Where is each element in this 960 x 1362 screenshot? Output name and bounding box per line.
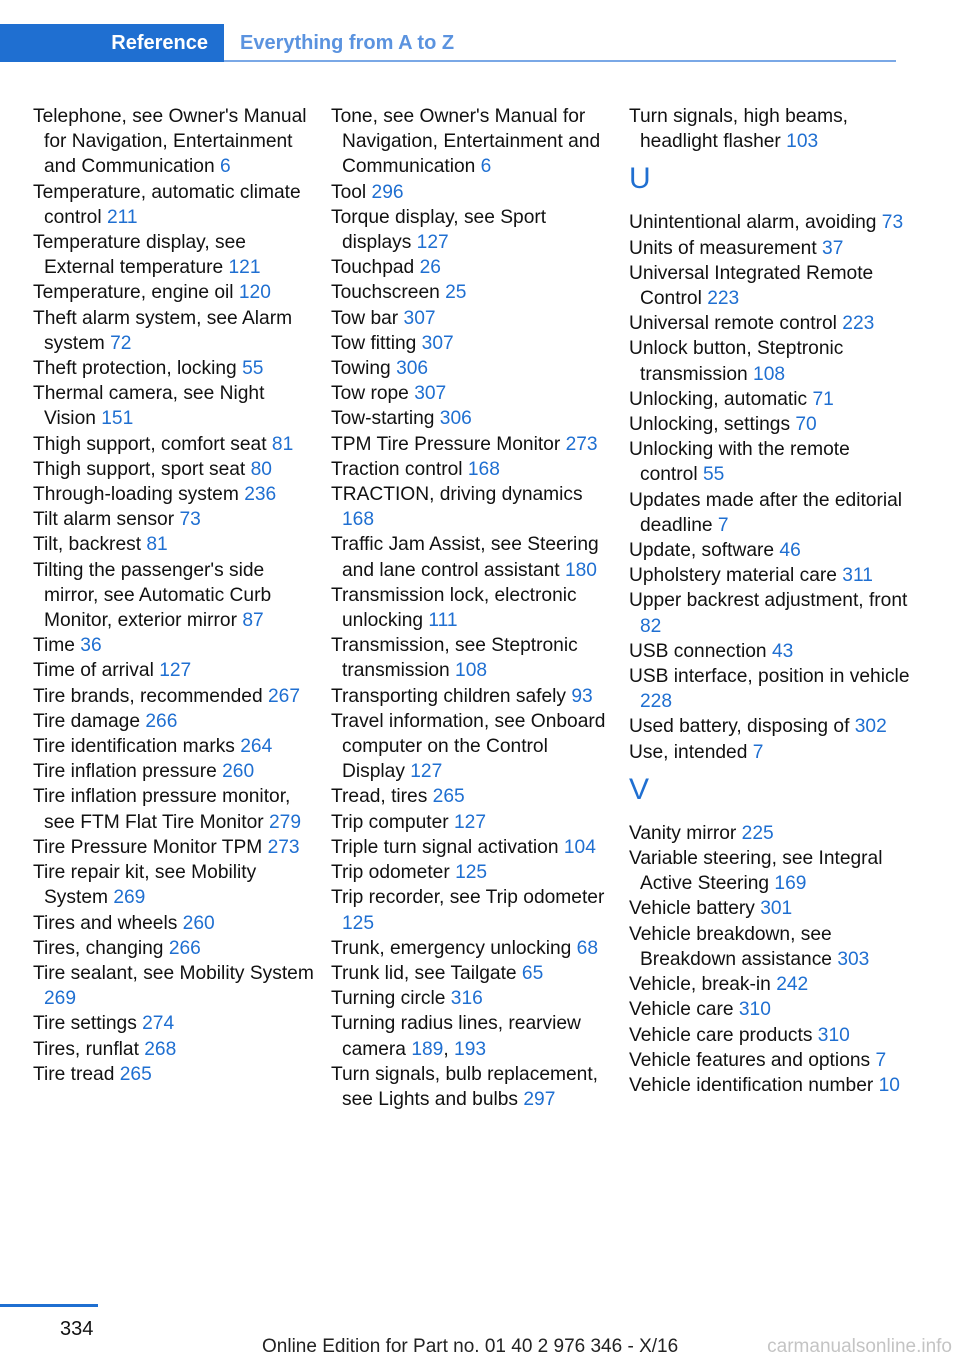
page-reference-link[interactable]: 7 — [752, 741, 764, 763]
page-reference-link[interactable]: 211 — [106, 206, 138, 228]
index-entry-term: Tire sealant, see Mobility System — [33, 962, 314, 984]
index-entry-term: Thigh support, sport seat — [33, 458, 246, 480]
index-entry-term: Time — [33, 635, 75, 657]
index-entry-term: Tow bar — [331, 307, 399, 329]
index-entry — [331, 331, 613, 356]
page-reference-link[interactable]: 273 — [565, 433, 598, 455]
index-entry-term: Vehicle, break-in — [629, 974, 771, 996]
index-entry-term: Temperature, engine oil — [33, 282, 234, 304]
index-entry-term: Tires, changing — [33, 937, 164, 959]
edition-text: Online Edition for Part no. 01 40 2 976 346 - X/16 — [262, 1336, 679, 1357]
page-reference-link[interactable]: 87 — [242, 610, 264, 632]
index-entry-term: Use, intended — [629, 741, 748, 763]
index-entry-term: Tilting the passenger's side mirror, see Automatic Curb Monitor, exterior mirror — [33, 559, 272, 632]
index-entry — [331, 457, 613, 482]
page-reference-link[interactable]: 125 — [342, 912, 375, 934]
page-reference-link[interactable]: 6 — [220, 156, 231, 178]
index-entry-term: Universal remote control — [629, 313, 837, 335]
index-entry — [33, 558, 315, 634]
index-entry — [33, 734, 315, 759]
index-entry-term: Tires, runflat — [33, 1038, 139, 1060]
index-entry-term: Vehicle features and options — [629, 1049, 871, 1071]
page-reference-link[interactable]: 303 — [837, 948, 870, 970]
index-entry-term: Tire settings — [33, 1013, 137, 1035]
index-entry-term: Traction control — [331, 458, 463, 480]
index-entry-term: Touchscreen — [331, 282, 440, 304]
index-entry — [33, 432, 315, 457]
index-entry — [331, 280, 613, 305]
index-entry-term: Update, software — [629, 540, 775, 562]
index-entry-term: Turning circle — [331, 988, 446, 1010]
page-reference-link[interactable]: 151 — [101, 408, 134, 430]
page-reference-link[interactable]: 310 — [817, 1024, 850, 1046]
page-reference-link[interactable]: 37 — [822, 237, 844, 259]
index-entry — [331, 633, 613, 683]
index-entry-term: Unlocking, settings — [629, 414, 791, 436]
index-entry — [331, 583, 613, 633]
index-entry-term: Touchpad — [331, 257, 415, 279]
index-entry-term: Triple turn signal activation — [331, 836, 559, 858]
index-entry — [331, 1062, 613, 1112]
index-entry — [33, 356, 315, 381]
page-reference-link[interactable]: 81 — [146, 534, 168, 556]
page-reference-link[interactable]: 120 — [238, 282, 271, 304]
index-entry-term: Trunk, emergency unlocking — [331, 937, 572, 959]
index-entry — [629, 1023, 911, 1048]
index-entry-term: Torque display, see Sport displays — [331, 206, 547, 254]
index-entry-term: Theft protection, locking — [33, 358, 237, 380]
index-entry — [629, 1048, 911, 1073]
section-label: Reference — [111, 31, 208, 54]
header-divider — [224, 60, 896, 62]
index-entry — [629, 896, 911, 921]
index-entry — [331, 709, 613, 785]
index-letter-heading: V — [629, 772, 650, 806]
page-reference-link[interactable]: 223 — [842, 313, 875, 335]
page-reference-link[interactable]: 242 — [776, 974, 809, 996]
page-reference-link[interactable]: 296 — [371, 181, 404, 203]
page-reference-link[interactable]: 26 — [419, 257, 441, 279]
page-reference-link[interactable]: 72 — [110, 332, 132, 354]
page-reference-link[interactable]: 81 — [271, 433, 294, 455]
index-entry — [629, 846, 911, 896]
index-entry — [629, 664, 911, 714]
index-entry — [629, 261, 911, 311]
index-entry-term: TPM Tire Pressure Monitor — [331, 433, 561, 455]
index-entry-term: Transmission lock, electronic unlocking — [331, 584, 577, 632]
index-entry — [33, 532, 315, 557]
page-reference-link[interactable]: 307 — [414, 383, 447, 405]
page-header — [0, 24, 896, 62]
index-entry-term: Tires and wheels — [33, 912, 178, 934]
page-reference-link[interactable]: 266 — [145, 710, 178, 732]
index-entry-term: Temperature display, see External temperature — [33, 232, 246, 279]
page-reference-link[interactable]: 301 — [760, 898, 793, 920]
index-entry — [629, 740, 911, 765]
page-reference-link[interactable]: 265 — [432, 786, 465, 808]
index-entry-term: USB interface, position in vehicle — [629, 666, 910, 688]
index-entry-term: Telephone, see Owner's Manual for Navigation, Entertainment and Communication — [33, 106, 307, 178]
index-entry — [33, 507, 315, 532]
index-entry — [629, 311, 911, 336]
page-reference-link[interactable]: 306 — [396, 358, 429, 380]
index-column-3 — [629, 104, 911, 1098]
index-entry — [33, 784, 315, 834]
index-entry-term: Units of measurement — [629, 237, 817, 259]
page-reference-link[interactable]: 273 — [267, 836, 300, 858]
index-entry — [331, 835, 613, 860]
index-entry — [33, 684, 315, 709]
index-entry-term: Transporting children safely — [331, 685, 566, 707]
index-entry — [33, 1011, 315, 1036]
page-reference-link[interactable]: 6 — [480, 156, 492, 178]
page-reference-link[interactable]: 68 — [576, 937, 598, 959]
index-entry-term: Travel information, see Onboard computer on the Control Display — [331, 710, 606, 783]
index-entry-term: Tire repair kit, see Mobility System — [33, 862, 257, 909]
index-entry-term: Tire identification marks — [33, 736, 235, 758]
subsection-title[interactable]: Everything from A to Z — [240, 32, 455, 54]
page-reference-link[interactable]: 111 — [428, 610, 458, 632]
index-entry-term: USB connection — [629, 640, 767, 662]
index-entry — [331, 961, 613, 986]
index-entry-term: Thigh support, comfort seat — [33, 433, 267, 455]
index-entry-term: Unintentional alarm, avoiding — [629, 212, 877, 234]
page-reference-link[interactable]: 127 — [410, 761, 443, 783]
page-reference-link[interactable]: 311 — [842, 565, 873, 587]
index-entry — [33, 457, 315, 482]
page-reference-link[interactable]: 73 — [179, 509, 201, 531]
index-entry-term: Unlock button, Steptronic transmission — [629, 338, 844, 385]
index-entry — [629, 437, 911, 487]
index-entry — [629, 236, 911, 261]
index-entry — [33, 709, 315, 734]
page-reference-link[interactable]: 104 — [563, 836, 596, 858]
index-entry-term: Tire inflation pressure — [33, 761, 217, 783]
index-entry — [629, 972, 911, 997]
index-entry-term: Vanity mirror — [629, 822, 737, 844]
index-entry-term: Trip computer — [331, 811, 449, 833]
index-entry-term: Traffic Jam Assist, see Steering and lane control assistant — [331, 534, 599, 581]
page-reference-link[interactable]: 279 — [268, 811, 301, 833]
page-reference-link[interactable]: 25 — [445, 282, 467, 304]
index-entry — [629, 821, 911, 846]
index-entry — [331, 936, 613, 961]
index-entry — [33, 230, 315, 280]
index-entry-term: Tool — [331, 181, 367, 203]
index-entry-term: Tow rope — [331, 383, 409, 405]
index-entry-term: Turn signals, bulb replacement, see Lights and bulbs — [331, 1063, 598, 1110]
index-entry — [33, 1062, 315, 1087]
page-reference-link[interactable]: 266 — [168, 937, 201, 959]
page-reference-link[interactable]: 127 — [159, 660, 192, 682]
page-reference-link[interactable]: 46 — [779, 540, 801, 562]
index-entry-term: Tone, see Owner's Manual for Navigation, Entertainment and Communication — [331, 106, 601, 178]
index-entry — [33, 180, 315, 230]
page-reference-link[interactable]: 65 — [521, 962, 544, 984]
index-entry — [629, 210, 911, 235]
index-entry-term: Tilt alarm sensor — [33, 509, 175, 531]
index-entry — [331, 684, 613, 709]
page-reference-link[interactable]: 274 — [142, 1013, 175, 1035]
index-entry — [629, 922, 911, 972]
page-reference-link[interactable]: 108 — [753, 363, 786, 385]
index-entry — [33, 911, 315, 936]
index-entry-term: TRACTION, driving dynamics — [331, 484, 583, 506]
page-reference-link[interactable]: 55 — [242, 358, 264, 380]
index-entry-term: Updates made after the editorial deadline — [629, 489, 903, 536]
index-entry — [33, 860, 315, 910]
index-entry — [33, 306, 315, 356]
index-entry — [331, 104, 613, 180]
index-entry-term: Through-loading system — [33, 484, 239, 506]
index-entry — [629, 563, 911, 588]
page-reference-link[interactable]: 180 — [564, 559, 597, 581]
index-entry — [33, 633, 315, 658]
page-reference-link[interactable]: 168 — [467, 458, 500, 480]
page-reference-link[interactable]: 189 — [411, 1038, 444, 1060]
index-entry — [629, 488, 911, 538]
index-entry-term: Turning radius lines, rearview camera — [331, 1013, 581, 1060]
page-number: 334 — [60, 1318, 94, 1340]
page-reference-link[interactable]: 36 — [80, 635, 102, 657]
index-entry-term: Trunk lid, see Tailgate — [331, 962, 517, 984]
index-entry — [331, 885, 613, 935]
page-reference-link[interactable]: 127 — [416, 232, 449, 254]
index-entry — [33, 658, 315, 683]
page-reference-link[interactable]: 307 — [403, 307, 436, 329]
page-reference-link[interactable]: 70 — [795, 414, 817, 436]
page-reference-link[interactable]: 260 — [222, 761, 255, 783]
index-entry-term: Turn signals, high beams, headlight flasher — [629, 106, 848, 153]
index-entry-term: Tire tread — [33, 1063, 115, 1085]
index-entry — [629, 588, 911, 638]
index-entry-term: Vehicle identification number — [629, 1074, 874, 1096]
page-reference-link[interactable]: 103 — [786, 131, 819, 153]
page-reference-link[interactable]: 223 — [707, 288, 740, 310]
index-entry — [331, 356, 613, 381]
page-reference-link[interactable]: 225 — [741, 822, 774, 844]
index-entry-term: Transmission, see Steptronic transmission — [331, 635, 578, 682]
index-entry-term: Tread, tires — [331, 786, 428, 808]
page-reference-link[interactable]: 310 — [738, 999, 771, 1021]
index-entry-term: Tire damage — [33, 710, 141, 732]
page-reference-link[interactable]: 127 — [454, 811, 487, 833]
index-entry-term: Upper backrest adjustment, front — [629, 590, 908, 612]
page-reference-link[interactable]: 228 — [640, 691, 673, 713]
page-reference-link[interactable]: 80 — [250, 458, 272, 480]
index-entry-term: Temperature, automatic climate control — [33, 181, 301, 228]
index-entry-term: Vehicle battery — [629, 898, 755, 920]
page-reference-link[interactable]: 125 — [455, 862, 488, 884]
index-entry — [33, 104, 315, 180]
page-reference-link[interactable]: 108 — [455, 660, 488, 682]
page-reference-link[interactable]: 93 — [571, 685, 593, 707]
index-entry — [331, 381, 613, 406]
index-entry-term: Thermal camera, see Night Vision — [33, 383, 265, 430]
page-reference-link[interactable]: 193 — [454, 1038, 487, 1060]
page-reference-link[interactable]: 297 — [523, 1088, 556, 1110]
index-entry-term: Unlocking with the remote control — [629, 439, 850, 486]
index-entry — [331, 482, 613, 532]
page-reference-link[interactable]: 7 — [875, 1049, 887, 1071]
page-reference-link[interactable]: 316 — [450, 988, 483, 1010]
page-reference-link[interactable]: 121 — [228, 257, 261, 279]
index-entry — [33, 835, 315, 860]
page-reference-link[interactable]: 268 — [144, 1038, 177, 1060]
page-reference-link[interactable]: 73 — [881, 212, 904, 234]
index-entry — [331, 810, 613, 835]
index-entry-term: Tire inflation pressure monitor, see FTM Flat Tire Monitor — [33, 786, 291, 833]
index-entry-term: Trip recorder, see Trip odometer — [331, 887, 605, 909]
page-reference-link[interactable]: 306 — [439, 408, 472, 430]
index-entry-term: Unlocking, automatic — [629, 388, 808, 410]
page-reference-link[interactable]: 55 — [702, 464, 725, 486]
page-reference-link[interactable]: 307 — [421, 332, 454, 354]
index-entry-term: Tilt, backrest — [33, 534, 142, 556]
index-entry — [331, 432, 613, 457]
page-reference-link[interactable]: 82 — [640, 615, 662, 637]
page-reference-link[interactable]: 10 — [878, 1074, 900, 1096]
index-entry-term: Used battery, disposing of — [629, 716, 850, 738]
page-reference-link[interactable]: 169 — [774, 873, 807, 895]
page-reference-link[interactable]: 260 — [182, 912, 215, 934]
index-entry — [629, 538, 911, 563]
index-entry — [33, 936, 315, 961]
index-entry-term: Trip odometer — [331, 862, 450, 884]
index-column-1 — [33, 104, 315, 1087]
index-entry — [33, 482, 315, 507]
index-entry — [33, 961, 315, 1011]
index-entry-term: Towing — [331, 358, 391, 380]
index-entry-term: Variable steering, see Integral Active Steering — [629, 848, 883, 895]
index-column-2 — [331, 104, 613, 1112]
index-entry — [331, 255, 613, 280]
footer-divider — [0, 1304, 98, 1307]
page-reference-link[interactable]: 7 — [717, 514, 729, 536]
index-entry-term: Upholstery material care — [629, 565, 837, 587]
index-entry-term: Tire Pressure Monitor TPM — [33, 836, 263, 858]
index-entry — [331, 205, 613, 255]
index-entry-term: Tow-starting — [331, 408, 435, 430]
page-reference-link[interactable]: 264 — [240, 736, 273, 758]
index-entry-term: Time of arrival — [33, 660, 154, 682]
index-entry-term: Universal Integrated Remote Control — [629, 262, 874, 310]
index-entry-term: Vehicle care — [629, 999, 734, 1021]
index-entry — [629, 714, 911, 739]
page-reference-link[interactable]: 168 — [342, 509, 375, 531]
index-entry-term: Theft alarm system, see Alarm system — [33, 307, 293, 354]
section-tab[interactable] — [0, 24, 224, 62]
page-reference-link[interactable]: 236 — [244, 484, 277, 506]
index-entry — [33, 1037, 315, 1062]
index-entry — [331, 860, 613, 885]
index-entry-term: Vehicle care products — [629, 1024, 813, 1046]
index-entry: Turning radius lines, rearview camera 189, 193 — [331, 1013, 581, 1060]
index-letter-heading: U — [629, 162, 651, 196]
index-entry-term: Vehicle breakdown, see Breakdown assistance — [629, 923, 832, 970]
page-reference-link[interactable]: 269 — [44, 988, 77, 1010]
index-entry — [629, 336, 911, 386]
index-entry — [33, 381, 315, 431]
index-entry — [629, 387, 911, 412]
index-entry — [331, 986, 613, 1011]
index-entry — [33, 759, 315, 784]
index-entry — [331, 180, 613, 205]
page-reference-link[interactable]: 43 — [771, 640, 794, 662]
index-entry-term: Tow fitting — [331, 332, 417, 354]
index-entry — [629, 639, 911, 664]
index-entry — [331, 406, 613, 431]
index-entry-term: Tire brands, recommended — [33, 685, 263, 707]
page-reference-link[interactable]: 71 — [812, 388, 834, 410]
index-entry — [629, 412, 911, 437]
index-entry — [331, 306, 613, 331]
index-entry — [331, 784, 613, 809]
index-entry — [331, 532, 613, 582]
watermark: carmanualsonline.info — [767, 1336, 952, 1357]
index-entry — [629, 997, 911, 1022]
page-reference-link[interactable]: 302 — [854, 716, 887, 738]
index-entry — [629, 1073, 911, 1098]
page-reference-link[interactable]: 265 — [119, 1063, 152, 1085]
index-entry — [629, 104, 911, 154]
page-reference-link[interactable]: 267 — [267, 685, 300, 707]
page-reference-link[interactable]: 269 — [113, 887, 146, 909]
index-entry — [33, 280, 315, 305]
